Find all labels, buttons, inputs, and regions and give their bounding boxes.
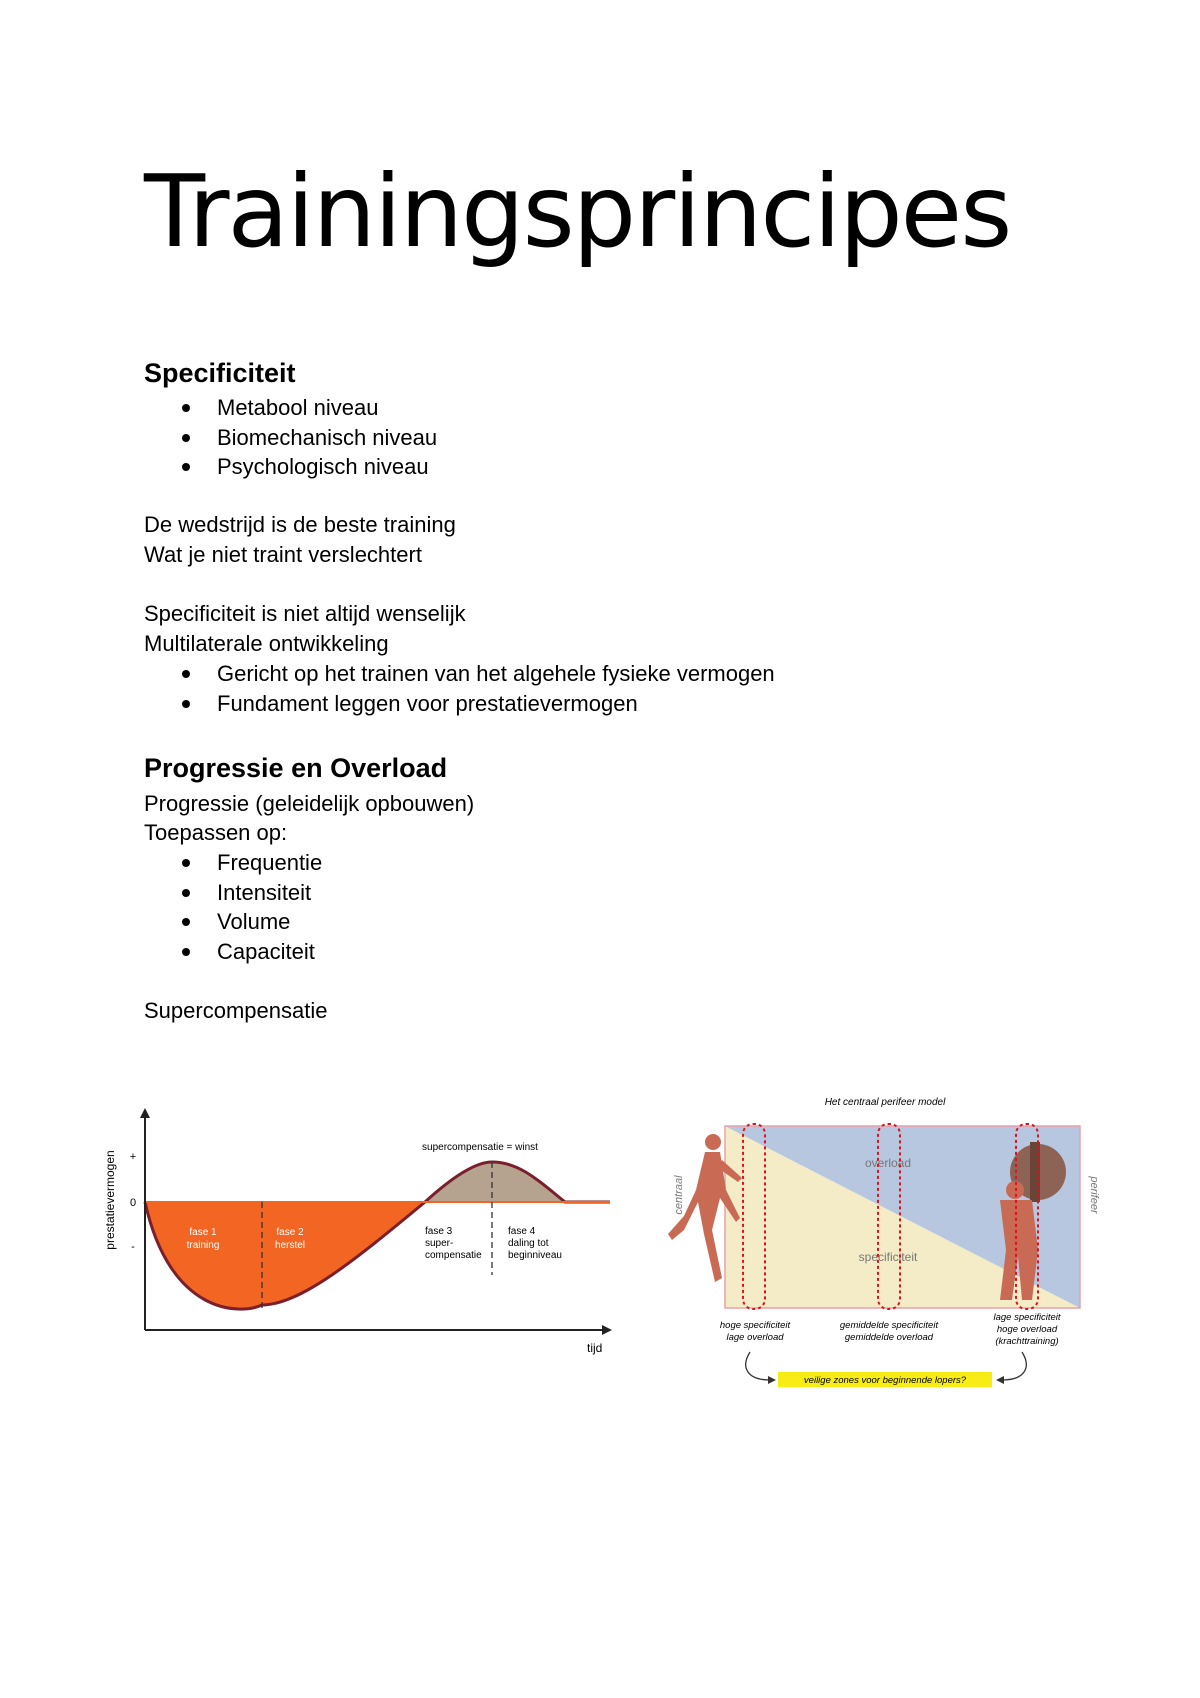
text-line: Progressie (geleidelijk opbouwen) bbox=[144, 791, 475, 816]
list-item: Psychologisch niveau bbox=[144, 452, 437, 482]
text-line: Multilaterale ontwikkeling bbox=[144, 631, 389, 656]
toepassen-list bbox=[144, 848, 322, 966]
dip-area bbox=[145, 1202, 425, 1309]
list-item: Intensiteit bbox=[144, 878, 322, 908]
multilateral-list bbox=[144, 659, 775, 718]
col1-line2: lage overload bbox=[726, 1332, 784, 1343]
tick-plus: + bbox=[129, 1151, 137, 1163]
phase4-line3: beginniveau bbox=[508, 1250, 562, 1261]
col3-line2: hoge overload bbox=[996, 1324, 1058, 1335]
phase3-line3: compensatie bbox=[425, 1250, 482, 1261]
tick-zero: 0 bbox=[129, 1197, 137, 1209]
list-item: Fundament leggen voor prestatievermogen bbox=[144, 689, 775, 719]
page-title: Trainingsprincipes bbox=[144, 153, 1011, 270]
centraal-label: centraal bbox=[673, 1175, 685, 1215]
text-line: Supercompensatie bbox=[144, 998, 328, 1023]
x-axis-label: tijd bbox=[587, 1341, 603, 1355]
model-title: Het centraal perifeer model bbox=[824, 1097, 946, 1108]
gain-area bbox=[425, 1162, 565, 1202]
overload-label: overload bbox=[864, 1156, 912, 1170]
list-item: Metabool niveau bbox=[144, 393, 437, 423]
text-line: De wedstrijd is de beste training bbox=[144, 512, 456, 537]
phase2-text: herstel bbox=[274, 1240, 306, 1251]
col3-line1: lage specificiteit bbox=[993, 1312, 1061, 1323]
text-line: Wat je niet traint verslechtert bbox=[144, 542, 422, 567]
x-axis-arrow bbox=[602, 1325, 612, 1335]
y-axis-arrow bbox=[140, 1108, 150, 1118]
tick-minus: - bbox=[131, 1241, 135, 1253]
phase1-text: training bbox=[186, 1240, 220, 1251]
list-item: Gericht op het trainen van het algehele fysieke vermogen bbox=[144, 659, 775, 689]
y-axis-label: prestatievermogen bbox=[103, 1150, 117, 1250]
specificiteit-levels-list bbox=[144, 393, 437, 482]
col2-line2: gemiddelde overload bbox=[844, 1332, 934, 1343]
heading-progressie-overload: Progressie en Overload bbox=[144, 753, 448, 783]
perifeer-label: perifeer bbox=[1088, 1176, 1100, 1214]
arrow-right bbox=[1002, 1352, 1026, 1380]
heading-specificiteit: Specificiteit bbox=[144, 358, 296, 388]
phase4-line2: daling tot bbox=[508, 1238, 549, 1249]
bottom-text: veilige zones voor beginnende lopers? bbox=[803, 1375, 967, 1386]
supercompensation-label: supercompensatie = winst bbox=[422, 1142, 538, 1153]
list-item: Volume bbox=[144, 907, 322, 937]
supercompensatie-diagram bbox=[100, 1100, 620, 1370]
specificiteit-label: specificiteit bbox=[858, 1250, 918, 1264]
col2-line1: gemiddelde specificiteit bbox=[839, 1320, 939, 1331]
phase4-title: fase 4 bbox=[508, 1226, 536, 1237]
phase3-line2: super- bbox=[425, 1238, 454, 1249]
text-line: Toepassen op: bbox=[144, 820, 288, 845]
text-line: Specificiteit is niet altijd wenselijk bbox=[144, 601, 466, 626]
centraal-perifeer-model bbox=[660, 1090, 1110, 1410]
list-item: Frequentie bbox=[144, 848, 322, 878]
phase2-title: fase 2 bbox=[276, 1227, 304, 1238]
list-item: Biomechanisch niveau bbox=[144, 423, 437, 453]
list-item: Capaciteit bbox=[144, 937, 322, 967]
phase3-title: fase 3 bbox=[425, 1226, 453, 1237]
arrow-left bbox=[746, 1352, 770, 1380]
phase1-title: fase 1 bbox=[189, 1227, 217, 1238]
col3-line3: (krachttraining) bbox=[995, 1336, 1059, 1347]
col1-line1: hoge specificiteit bbox=[719, 1320, 791, 1331]
